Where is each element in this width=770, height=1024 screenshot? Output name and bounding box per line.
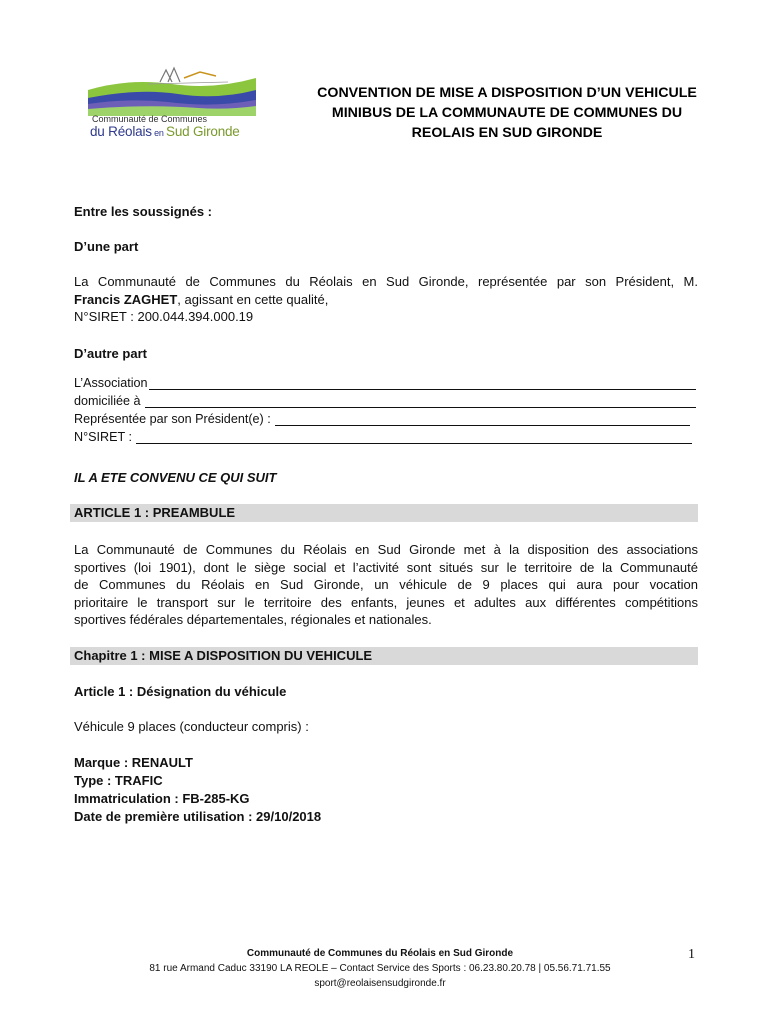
article1-paragraph	[74, 541, 698, 629]
article1-line-1: La Communauté de Communes du Réolais en Sud Gironde met à la disposition des associations	[74, 542, 698, 557]
article1-line-3: de Communes du Réolais en Sud Gironde, un véhicule de 9 places qui aura pour vocation	[74, 577, 698, 592]
vehicule-date: Date de première utilisation : 29/10/2018	[74, 809, 322, 824]
association-blank[interactable]	[149, 375, 696, 390]
chapitre1-heading-bar	[70, 647, 698, 665]
document-title	[292, 83, 722, 143]
representant-field	[74, 409, 690, 426]
chapitre1-heading: Chapitre 1 : MISE A DISPOSITION DU VEHICULE	[74, 648, 373, 663]
association-label: L’Association	[74, 376, 148, 390]
logo-text-line2	[90, 124, 240, 139]
vehicule-immatriculation: Immatriculation : FB-285-KG	[74, 791, 250, 806]
logo-text-en: en	[151, 128, 167, 138]
party1-paragraph	[74, 273, 698, 326]
president-name: Francis ZAGHET	[74, 291, 178, 307]
article1-line-4: prioritaire le transport sur le territoire des enfants, jeunes et adultes aux différentes compétitions	[74, 594, 698, 610]
article-designation-title: Article 1 : Désignation du véhicule	[74, 684, 287, 699]
logo-text-sud-gironde: Sud Gironde	[166, 124, 240, 139]
page-number: 1	[688, 947, 695, 962]
representant-label: Représentée par son Président(e) :	[74, 412, 271, 426]
article1-heading: ARTICLE 1 : PREAMBULE	[74, 505, 236, 520]
convenu-heading: IL A ETE CONVENU CE QUI SUIT	[74, 470, 277, 485]
association-siret-blank[interactable]	[136, 429, 692, 444]
vehicule-description: Véhicule 9 places (conducteur compris) :	[74, 719, 309, 734]
association-field	[74, 373, 696, 390]
footer-email[interactable]: sport@reolaisensudgironde.fr	[314, 978, 446, 989]
domicile-blank[interactable]	[145, 393, 697, 408]
association-siret-label: N°SIRET :	[74, 430, 132, 444]
title-line-1: CONVENTION DE MISE A DISPOSITION D’UN VEHICULE	[317, 85, 697, 101]
autre-part-heading: D’autre part	[74, 346, 147, 361]
footer-org: Communauté de Communes du Réolais en Sud Gironde	[246, 948, 514, 959]
logo-landscape-graphic	[88, 60, 256, 116]
article1-line-5: sportives fédérales départementales, régionales et nationales.	[74, 612, 432, 627]
article1-line-2: sportives (loi 1901), dont le siège social et l’activité sont situés sur le territoire de la Communauté	[74, 559, 698, 575]
une-part-heading: D’une part	[74, 239, 139, 254]
party1-line1	[74, 273, 698, 291]
vehicule-marque: Marque : RENAULT	[74, 755, 193, 770]
representant-blank[interactable]	[275, 411, 690, 426]
association-siret-field	[74, 427, 692, 444]
title-line-2: MINIBUS DE LA COMMUNAUTE DE COMMUNES DU	[331, 105, 683, 121]
party1-line2	[74, 291, 698, 309]
article1-heading-bar	[70, 504, 698, 522]
entre-soussignes: Entre les soussignés :	[74, 204, 212, 219]
domicile-label: domiciliée à	[74, 394, 141, 408]
logo-text-line1: Communauté de Communes	[92, 114, 208, 124]
party1-siret: N°SIRET : 200.044.394.000.19	[74, 309, 254, 324]
party1-capacity: , agissant en cette qualité,	[177, 291, 329, 307]
logo	[88, 60, 256, 152]
footer-address: 81 rue Armand Caduc 33190 LA REOLE – Contact Service des Sports : 06.23.80.20.78 | 05.56.71.71.55	[149, 963, 611, 974]
page-footer	[70, 946, 690, 991]
party1-text: La Communauté de Communes du Réolais en Sud Gironde, représentée par son Président, M.	[74, 274, 698, 289]
domicile-field	[74, 391, 696, 408]
logo-text-reolais: du Réolais	[90, 124, 152, 139]
vehicule-type: Type : TRAFIC	[74, 773, 163, 788]
title-line-3: REOLAIS EN SUD GIRONDE	[411, 125, 603, 141]
